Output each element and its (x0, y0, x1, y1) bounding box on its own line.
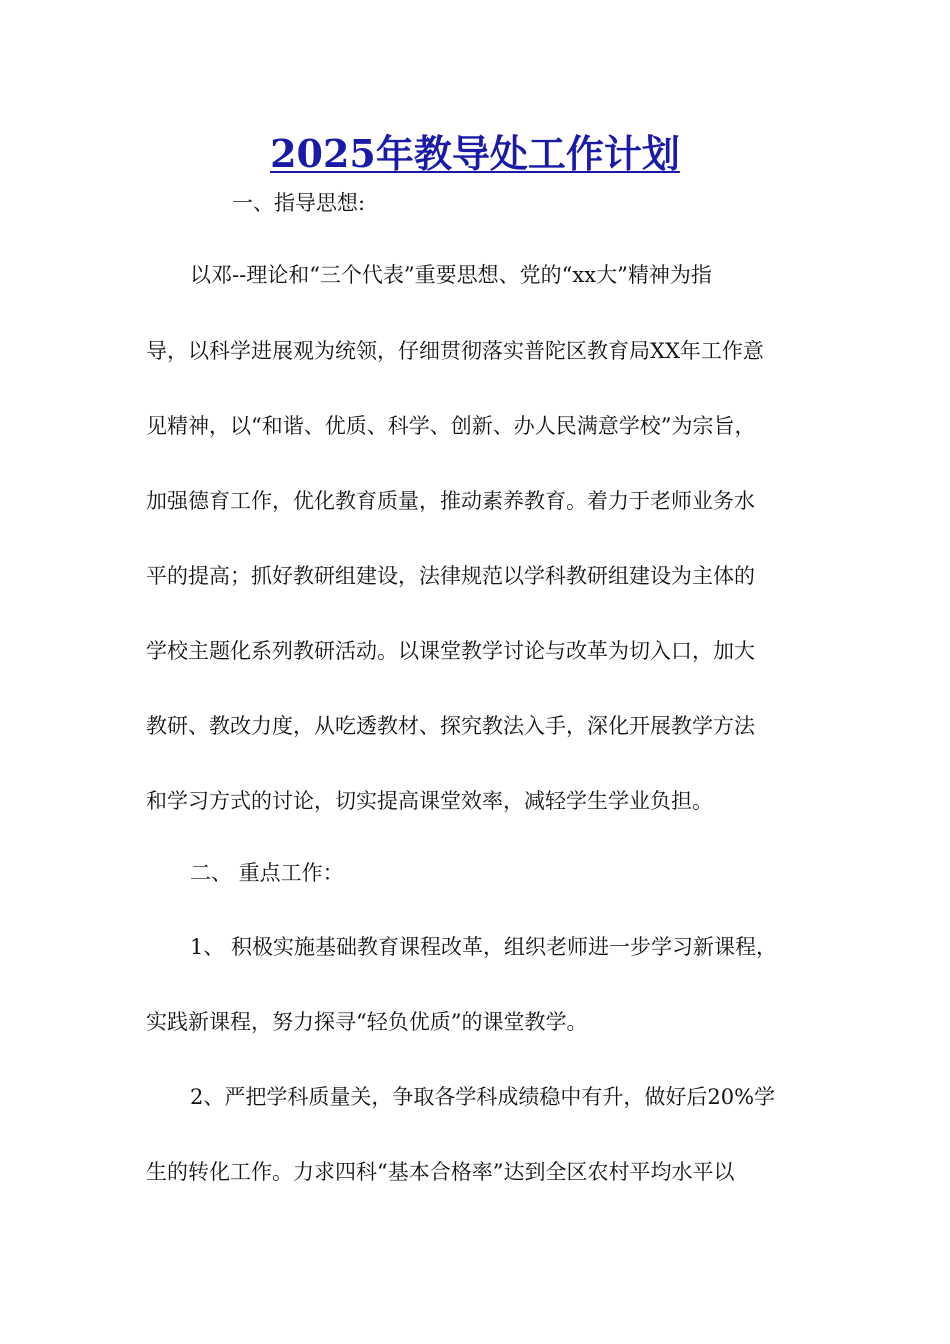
list-item-line: 实践新课程，努力探寻“轻负优质”的课堂教学。 (146, 1010, 588, 1034)
paragraph-line: 平的提高；抓好教研组建设，法律规范以学科教研组建设为主体的 (146, 564, 755, 588)
section-heading-guiding-ideology: 一、指导思想: (232, 191, 366, 215)
paragraph-line: 教研、教改力度，从吃透教材、探究教法入手，深化开展教学方法 (146, 714, 755, 738)
paragraph-line: 见精神，以“和谐、优质、科学、创新、办人民满意学校”为宗旨， (146, 414, 756, 438)
document-title: 2025年教导处工作计划 (270, 131, 680, 176)
paragraph-line: 和学习方式的讨论，切实提高课堂效率，减轻学生学业负担。 (146, 789, 713, 813)
paragraph-line: 加强德育工作，优化教育质量，推动素养教育。着力于老师业务水 (146, 489, 755, 513)
list-item-line: 生的转化工作。力求四科“基本合格率”达到全区农村平均水平以 (146, 1160, 735, 1184)
list-item-line: 1、 积极实施基础教育课程改革，组织老师进一步学习新课程， (190, 935, 778, 959)
paragraph-line: 学校主题化系列教研活动。以课堂教学讨论与改革为切入口，加大 (146, 639, 755, 663)
list-item-line: 2、严把学科质量关，争取各学科成绩稳中有升，做好后20%学 (190, 1085, 776, 1109)
paragraph-line: 以邓--理论和“三个代表”重要思想、党的“xx大”精神为指 (190, 263, 712, 287)
paragraph-line: 导，以科学进展观为统领，仔细贯彻落实普陀区教育局XX年工作意 (146, 339, 764, 363)
section-heading-key-work: 二、 重点工作： (190, 861, 344, 885)
